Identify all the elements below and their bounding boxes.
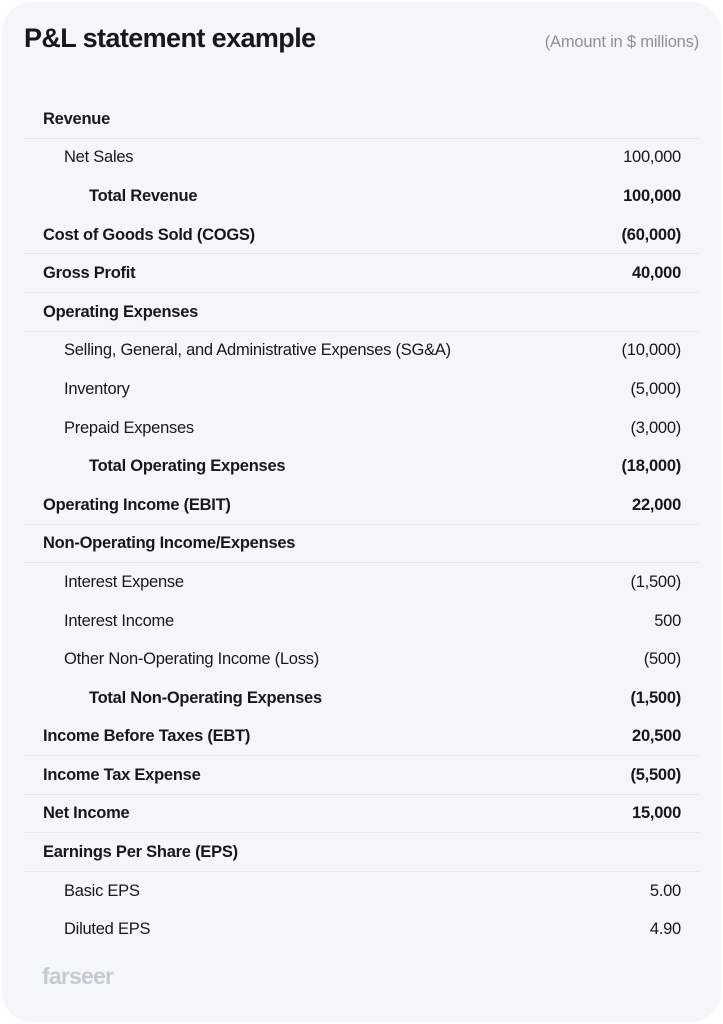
statement-row-value: (10,000) bbox=[621, 341, 681, 360]
statement-row bbox=[24, 139, 699, 178]
statement-row-label: Basic EPS bbox=[64, 881, 140, 900]
statement-row bbox=[24, 872, 699, 911]
statement-row-label: Net Income bbox=[43, 804, 130, 823]
statement-row bbox=[24, 177, 699, 216]
statement-row bbox=[24, 563, 699, 602]
farseer-logo: farseer bbox=[42, 963, 114, 989]
statement-row-label: Total Operating Expenses bbox=[89, 457, 286, 476]
statement-row bbox=[24, 910, 699, 949]
statement-row bbox=[24, 216, 699, 255]
statement-row-value: (1,500) bbox=[630, 572, 681, 591]
statement-row bbox=[24, 370, 699, 409]
statement-row-value: 100,000 bbox=[623, 186, 681, 205]
statement-row bbox=[24, 640, 699, 679]
statement-row bbox=[24, 447, 699, 486]
statement-row-label: Total Non-Operating Expenses bbox=[89, 688, 322, 707]
statement-row-value: (500) bbox=[643, 650, 681, 669]
pl-statement-table bbox=[24, 100, 699, 949]
statement-row-label: Income Before Taxes (EBT) bbox=[43, 727, 251, 746]
statement-row-label: Gross Profit bbox=[43, 264, 136, 283]
statement-row-value: (3,000) bbox=[630, 418, 681, 437]
statement-row bbox=[24, 602, 699, 641]
statement-row bbox=[24, 293, 699, 332]
statement-row-label: Income Tax Expense bbox=[43, 765, 201, 784]
statement-row-label: Selling, General, and Administrative Expenses (SG&A) bbox=[64, 341, 451, 360]
statement-row-value: (18,000) bbox=[621, 457, 681, 476]
statement-row-label: Operating Income (EBIT) bbox=[43, 495, 231, 514]
statement-row-value: 100,000 bbox=[623, 148, 681, 167]
statement-row-label: Interest Income bbox=[64, 611, 174, 630]
statement-row-value: 15,000 bbox=[632, 804, 681, 823]
statement-row-label: Other Non-Operating Income (Loss) bbox=[64, 650, 319, 669]
statement-row-label: Inventory bbox=[64, 379, 130, 398]
statement-row-value: 20,500 bbox=[632, 727, 681, 746]
card-header bbox=[24, 2, 699, 86]
statement-row-label: Cost of Goods Sold (COGS) bbox=[43, 225, 255, 244]
statement-row-value: 500 bbox=[654, 611, 681, 630]
statement-row bbox=[24, 756, 699, 795]
statement-row-value: 22,000 bbox=[632, 495, 681, 514]
statement-row bbox=[24, 718, 699, 757]
statement-row-value: (60,000) bbox=[621, 225, 681, 244]
statement-row-label: Prepaid Expenses bbox=[64, 418, 194, 437]
statement-row-value: 40,000 bbox=[632, 264, 681, 283]
statement-row-value: (5,500) bbox=[630, 765, 681, 784]
statement-row-label: Interest Expense bbox=[64, 572, 184, 591]
statement-row bbox=[24, 679, 699, 718]
statement-row bbox=[24, 525, 699, 564]
statement-row-label: Revenue bbox=[43, 109, 111, 128]
card-footer bbox=[42, 963, 113, 990]
statement-row-label: Non-Operating Income/Expenses bbox=[43, 534, 296, 553]
statement-row-value: (5,000) bbox=[630, 379, 681, 398]
statement-row-label: Diluted EPS bbox=[64, 920, 151, 939]
statement-row-label: Total Revenue bbox=[89, 186, 198, 205]
statement-row-label: Earnings Per Share (EPS) bbox=[43, 843, 238, 862]
statement-row bbox=[24, 409, 699, 448]
statement-row-value: 5.00 bbox=[649, 881, 681, 900]
statement-row-value: 4.90 bbox=[649, 920, 681, 939]
statement-row bbox=[24, 254, 699, 293]
statement-row bbox=[24, 486, 699, 525]
page-title: P&L statement example bbox=[24, 23, 316, 53]
pl-statement-card bbox=[2, 2, 721, 1022]
statement-row bbox=[24, 332, 699, 371]
statement-row-label: Net Sales bbox=[64, 148, 134, 167]
statement-row bbox=[24, 100, 699, 139]
statement-row bbox=[24, 795, 699, 834]
amount-unit-note: (Amount in $ millions) bbox=[544, 33, 699, 51]
statement-row-value: (1,500) bbox=[630, 688, 681, 707]
statement-row-label: Operating Expenses bbox=[43, 302, 199, 321]
statement-row bbox=[24, 833, 699, 872]
